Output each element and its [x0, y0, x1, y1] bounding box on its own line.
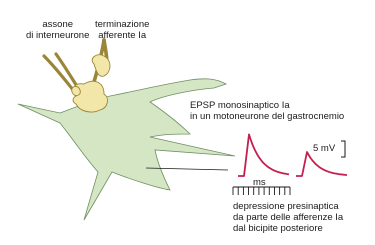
label-epsp-line2: in un motoneurone del gastrocnemio: [190, 111, 345, 122]
voltage-scale-bar: [341, 141, 345, 157]
ia-synaptic-bouton: [73, 81, 107, 112]
stimulus-train: [233, 187, 290, 195]
label-epsp-line1: EPSP monosinaptico Ia: [190, 100, 290, 111]
label-presynaptic-depression-line1: depressione presinaptica: [233, 201, 339, 212]
label-epsp: [190, 100, 344, 122]
interneuron-bouton: [72, 86, 81, 95]
label-presynaptic-depression: [233, 201, 343, 234]
label-ia-terminal-line1: terminazione: [95, 19, 150, 30]
label-scale-bar-text: 5 mV: [313, 143, 336, 154]
label-interneuron-axon-line2: di interneurone: [26, 30, 90, 41]
label-interneuron-axon-line1: assone: [42, 19, 74, 30]
label-presynaptic-depression-line2: da parte delle afferenze Ia: [233, 212, 344, 223]
label-time-unit: [253, 177, 266, 188]
label-ia-terminal-line2: afferente Ia: [98, 30, 147, 41]
label-interneuron-axon: [26, 19, 89, 41]
label-time-unit-text: ms: [253, 177, 266, 188]
epsp-trace-depressed: [296, 152, 347, 176]
epsp-trace-control: [238, 134, 289, 176]
label-scale-bar: [313, 143, 335, 154]
label-presynaptic-depression-line3: dal bicipite posteriore: [233, 223, 323, 234]
label-ia-terminal: [95, 19, 149, 41]
